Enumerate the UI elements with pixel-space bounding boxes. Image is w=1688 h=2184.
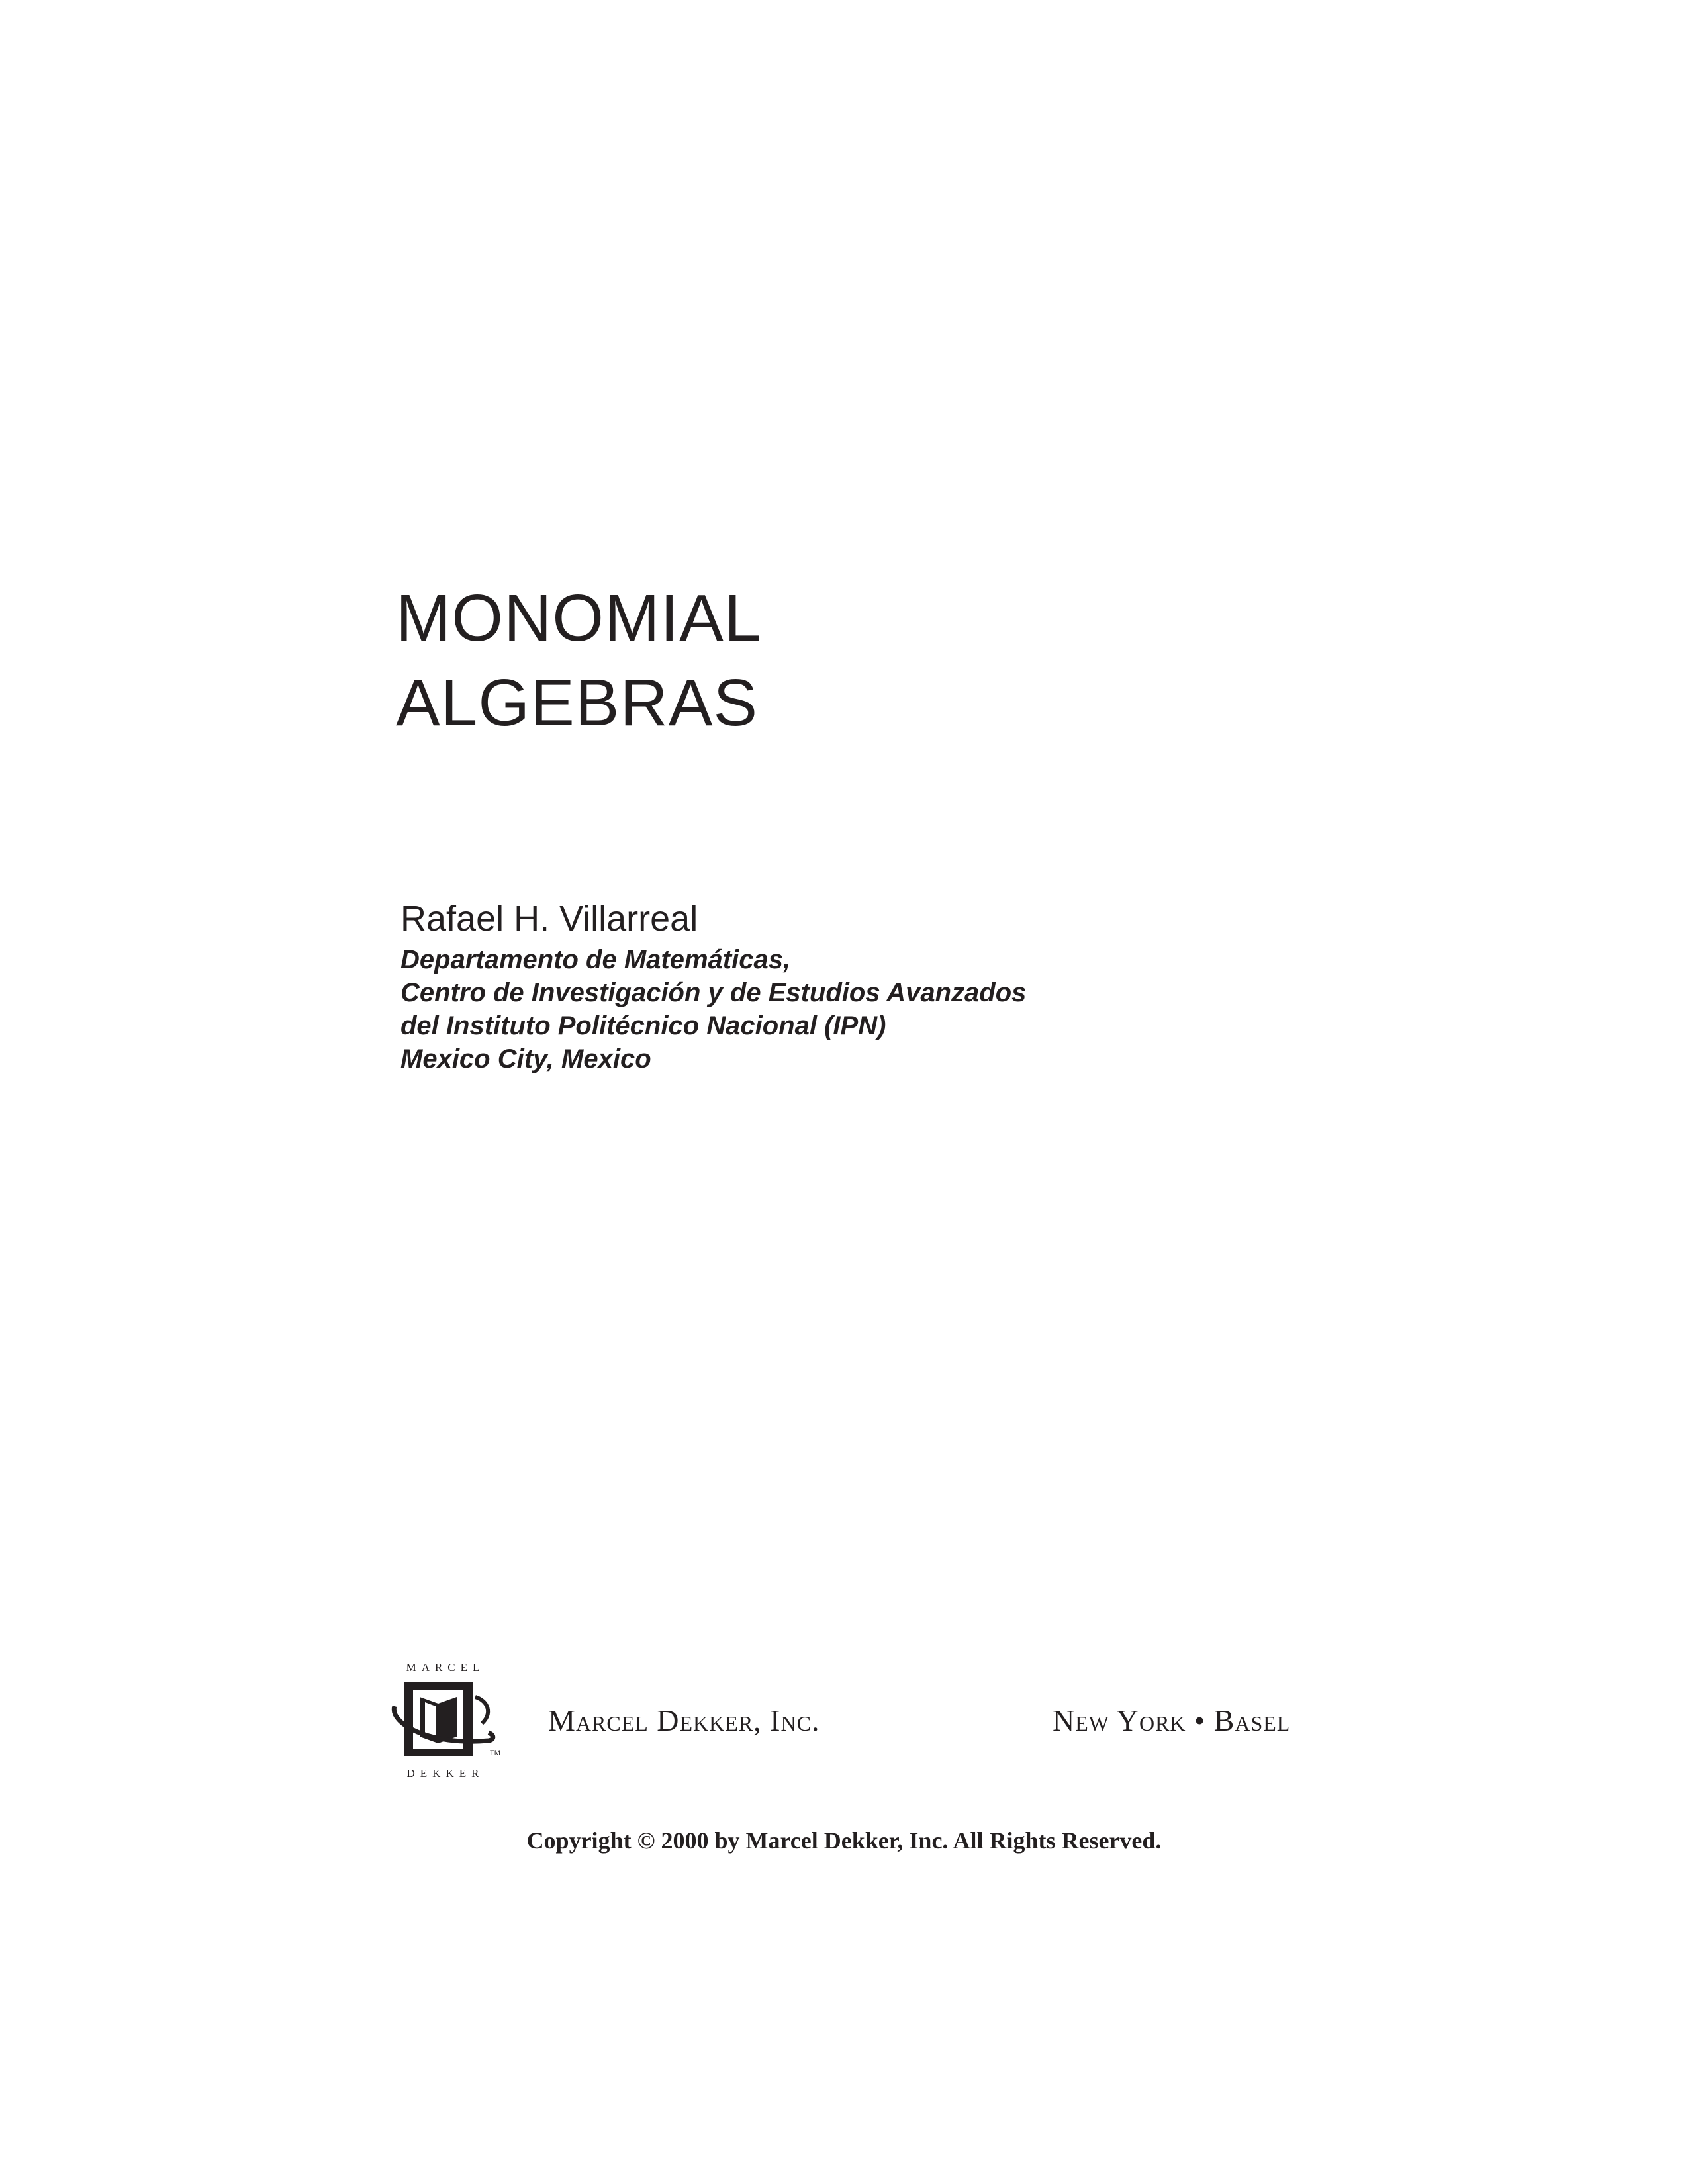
logo-top-text: MARCEL bbox=[406, 1661, 485, 1674]
author-affiliation bbox=[400, 943, 1026, 1075]
affiliation-line-1: Departamento de Matemáticas, bbox=[400, 945, 791, 974]
book-title-line-1: MONOMIAL bbox=[396, 581, 762, 655]
copyright-notice: Copyright © 2000 by Marcel Dekker, Inc. All Rights Reserved. bbox=[526, 1827, 1162, 1854]
affiliation-line-3: del Instituto Politécnico Nacional (IPN) bbox=[400, 1011, 886, 1040]
book-logo-icon bbox=[389, 1677, 502, 1766]
trademark-mark: TM bbox=[490, 1749, 500, 1757]
logo-bottom-text: DEKKER bbox=[406, 1767, 485, 1780]
publisher-name: Marcel Dekker, Inc. bbox=[548, 1704, 820, 1737]
publisher-logo bbox=[389, 1661, 502, 1780]
book-title-line-2: ALGEBRAS bbox=[396, 666, 759, 740]
author-name: Rafael H. Villarreal bbox=[400, 899, 698, 938]
publisher-cities: New York • Basel bbox=[1053, 1704, 1291, 1737]
book-title bbox=[396, 576, 761, 745]
affiliation-line-2: Centro de Investigación y de Estudios Avanzados bbox=[400, 978, 1027, 1007]
affiliation-line-4: Mexico City, Mexico bbox=[400, 1044, 651, 1073]
